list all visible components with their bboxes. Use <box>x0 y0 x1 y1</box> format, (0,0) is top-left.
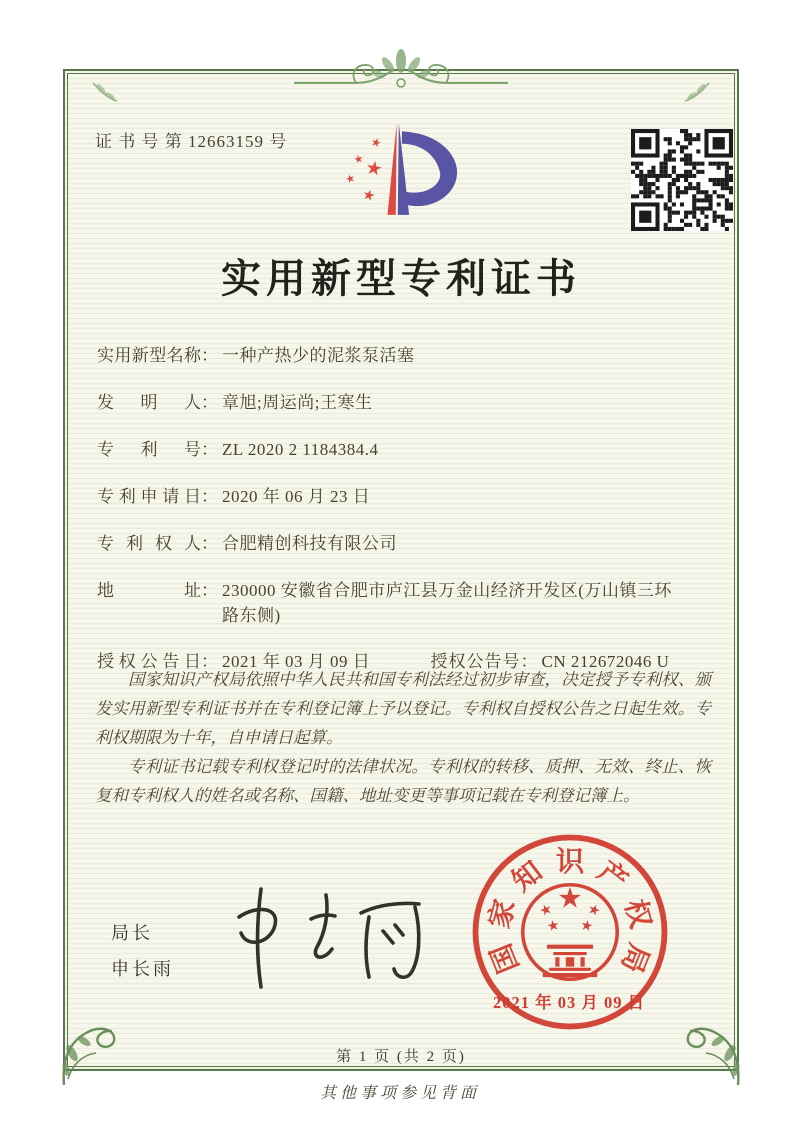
field-list <box>97 343 709 696</box>
field-label: 专利申请日 <box>97 487 201 506</box>
field-label: 专利号 <box>97 440 201 459</box>
qr-code <box>631 129 733 231</box>
seal-char: 知 <box>507 856 549 898</box>
seal-char: 国 <box>485 939 526 977</box>
cnipa-logo-icon <box>343 121 467 219</box>
director-signature-icon <box>223 879 448 997</box>
field-patent-number <box>97 437 709 463</box>
director-name-label: 申长雨 <box>111 959 174 979</box>
legal-text <box>95 665 711 810</box>
field-address <box>97 578 709 628</box>
certificate-title: 实用新型专利证书 <box>221 256 581 301</box>
field-label: 发明人 <box>97 393 201 412</box>
field-utility-model-name <box>97 343 709 369</box>
field-label: 专利权人 <box>97 534 201 553</box>
field-colon: ： <box>201 440 218 459</box>
corner-sprig-icon <box>91 81 121 105</box>
field-value: 2021 年 03 月 09 日 <box>222 652 371 671</box>
field-value: 合肥精创科技有限公司 <box>222 534 397 553</box>
field-colon: ： <box>201 652 218 671</box>
field-value: 章旭;周运尚;王寒生 <box>222 393 373 412</box>
field-colon: ： <box>201 534 218 553</box>
field-value: ZL 2020 2 1184384.4 <box>222 440 379 459</box>
field-colon: ： <box>201 581 218 600</box>
field-value: 230000 安徽省合肥市庐江县万金山经济开发区(万山镇三环路东侧) <box>222 581 672 625</box>
certificate-number: 证 书 号 第 12663159 号 <box>95 132 288 151</box>
director-title-label: 局长 <box>111 923 153 943</box>
top-border-flourish-icon <box>292 43 510 97</box>
field-value: CN 212672046 U <box>541 652 670 671</box>
field-label: 实用新型名称 <box>97 346 201 365</box>
seal-date: 2021 年 03 月 09 日 <box>493 993 646 1012</box>
field-filing-date <box>97 484 709 510</box>
field-label: 授权公告日 <box>97 652 201 671</box>
legal-paragraph-1: 国家知识产权局依照中华人民共和国专利法经过初步审查，决定授予专利权、颁发实用新型专利证书并在专利登记簿上予以登记。专利权自授权公告之日起生效。专利权期限为十年，自申请日起算。 <box>95 670 711 747</box>
field-colon: ： <box>520 652 538 671</box>
field-patentee <box>97 531 709 557</box>
field-value: 一种产热少的泥浆泵活塞 <box>222 346 415 365</box>
page-number: 第 1 页 (共 2 页) <box>336 1049 466 1065</box>
field-inventor <box>97 390 709 416</box>
field-colon: ： <box>201 346 218 365</box>
field-value: 2020 年 06 月 23 日 <box>222 487 371 506</box>
legal-paragraph-2: 专利证书记载专利权登记时的法律状况。专利权的转移、质押、无效、终止、恢复和专利权人的姓名或名称、国籍、地址变更等事项记载在专利登记簿上。 <box>95 757 711 805</box>
certificate-paper <box>63 69 739 1071</box>
seal-char: 权 <box>618 896 656 932</box>
field-label: 地址 <box>97 581 201 600</box>
seal-char: 识 <box>555 847 585 879</box>
seal-char: 局 <box>614 939 655 977</box>
seal-char: 家 <box>484 896 522 932</box>
seal-char: 产 <box>591 856 633 898</box>
corner-sprig-icon <box>681 81 711 105</box>
field-label: 授权公告号 <box>430 652 521 671</box>
field-colon: ： <box>201 487 218 506</box>
back-note: 其他事项参见背面 <box>319 1085 480 1102</box>
field-colon: ： <box>201 393 218 412</box>
